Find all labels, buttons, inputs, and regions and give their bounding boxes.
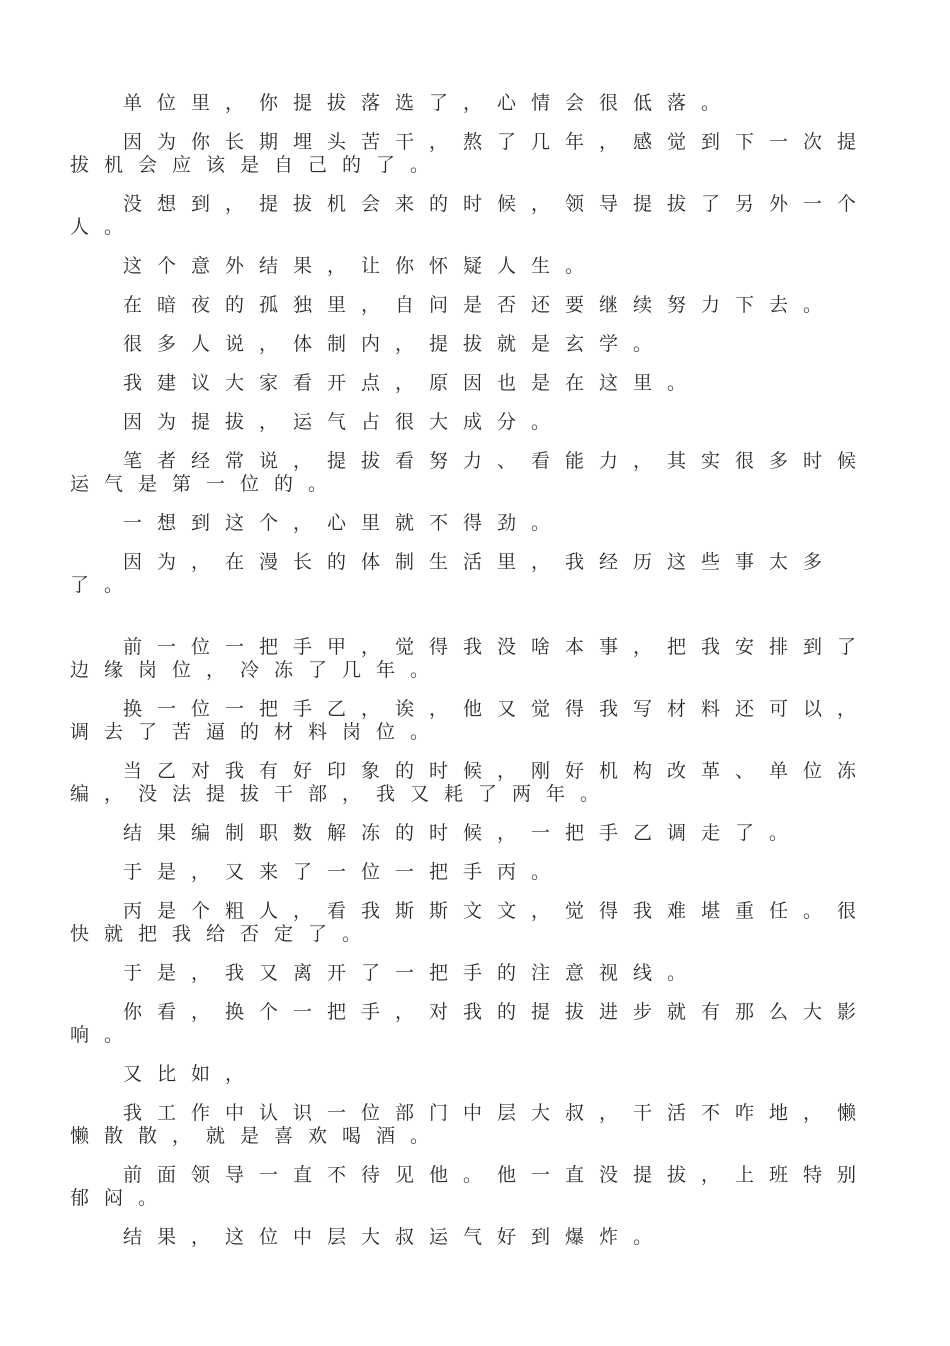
paragraph: 于是，又来了一位一把手丙。 <box>123 861 566 883</box>
paragraph: 没想到，提拔机会来的时候，领导提拔了另外一个人。 <box>70 193 872 238</box>
paragraph: 换一位一把手乙，诶，他又觉得我写材料还可以，调去了苦逼的材料岗位。 <box>70 698 872 743</box>
paragraph: 笔者经常说，提拔看努力、看能力，其实很多时候运气是第一位的。 <box>70 450 872 495</box>
paragraph: 因为你长期埋头苦干，熬了几年，感觉到下一次提拔机会应该是自己的了。 <box>70 131 872 176</box>
paragraph: 当乙对我有好印象的时候，刚好机构改革、单位冻编，没法提拔干部，我又耗了两年。 <box>70 760 872 805</box>
paragraph: 单位里，你提拔落选了，心情会很低落。 <box>123 92 736 114</box>
paragraph: 因为，在漫长的体制生活里，我经历这些事太多了。 <box>70 551 838 596</box>
paragraph: 前一位一把手甲，觉得我没啥本事，把我安排到了边缘岗位，冷冻了几年。 <box>70 636 872 681</box>
paragraph: 因为提拔，运气占很大成分。 <box>123 411 566 433</box>
article-body <box>70 92 880 1265</box>
paragraph: 你看，换个一把手，对我的提拔进步就有那么大影响。 <box>70 1001 872 1046</box>
paragraph: 我建议大家看开点，原因也是在这里。 <box>123 372 702 394</box>
paragraph: 这个意外结果，让你怀疑人生。 <box>123 255 600 277</box>
paragraph: 很多人说，体制内，提拔就是玄学。 <box>123 333 668 355</box>
paragraph: 结果编制职数解冻的时候，一把手乙调走了。 <box>123 822 804 844</box>
paragraph: 一想到这个，心里就不得劲。 <box>123 512 566 534</box>
paragraph: 我工作中认识一位部门中层大叔，干活不咋地，懒懒散散，就是喜欢喝酒。 <box>70 1102 872 1147</box>
paragraph: 结果，这位中层大叔运气好到爆炸。 <box>123 1226 668 1248</box>
paragraph: 前面领导一直不待见他。他一直没提拔，上班特别郁闷。 <box>70 1164 872 1209</box>
paragraph: 又比如， <box>123 1063 260 1085</box>
paragraph-spacer <box>70 613 880 636</box>
paragraph: 在暗夜的孤独里，自问是否还要继续努力下去。 <box>123 294 838 316</box>
paragraph: 丙是个粗人，看我斯斯文文，觉得我难堪重任。很快就把我给否定了。 <box>70 900 872 945</box>
paragraph: 于是，我又离开了一把手的注意视线。 <box>123 962 702 984</box>
